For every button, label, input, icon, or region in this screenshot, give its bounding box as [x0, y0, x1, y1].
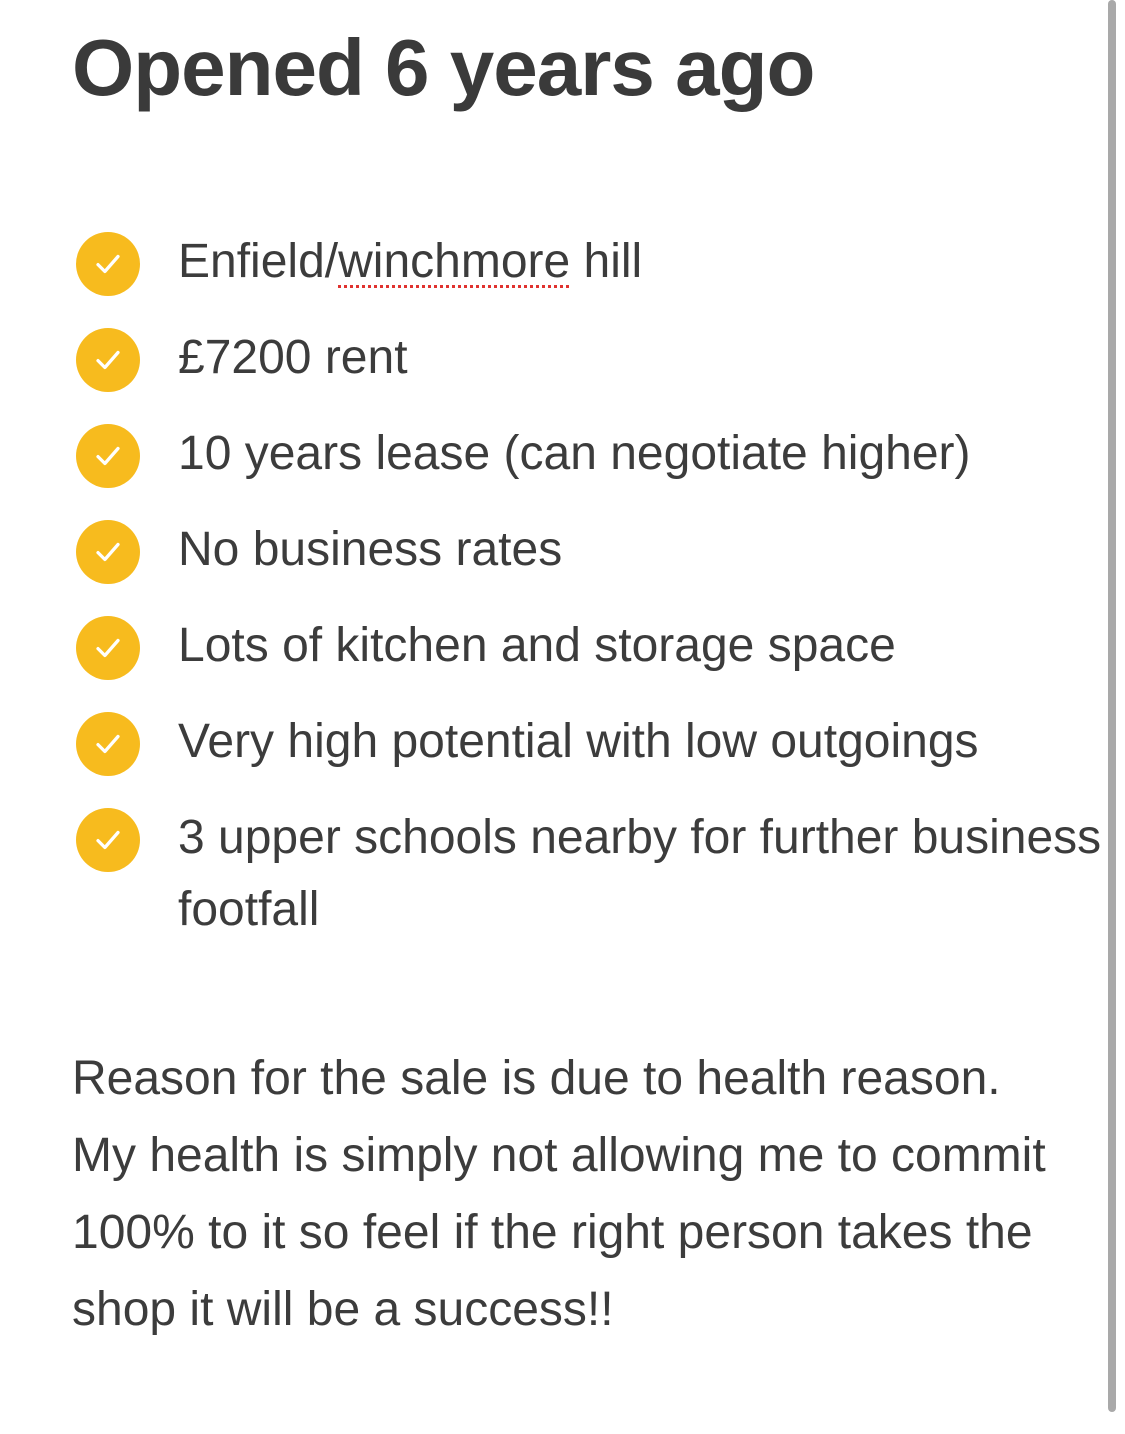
feature-item	[0, 802, 1105, 946]
feature-text: No business rates	[178, 523, 563, 576]
feature-text: 3 upper schools nearby for further business footfall	[178, 811, 1102, 936]
check-circle-icon	[76, 520, 140, 584]
vertical-scrollbar[interactable]	[1108, 0, 1116, 1412]
feature-item	[0, 706, 1105, 778]
feature-item	[0, 418, 1105, 490]
spellcheck-flagged-word[interactable]: winchmore	[338, 235, 571, 288]
feature-text: Very high potential with low outgoings	[178, 715, 979, 768]
feature-item	[0, 610, 1105, 682]
feature-text: £7200 rent	[178, 331, 408, 384]
check-circle-icon	[76, 232, 140, 296]
sale-reason-text: Reason for the sale is due to health reason. My health is simply not allowing me to commit 100% to it so feel if the right person takes the shop it will be a success!!	[72, 1052, 1046, 1336]
feature-text: Lots of kitchen and storage space	[178, 619, 896, 672]
feature-item	[0, 322, 1105, 394]
check-circle-icon	[76, 712, 140, 776]
feature-text: Enfield/winchmore hill	[178, 235, 643, 288]
check-circle-icon	[76, 328, 140, 392]
listing-heading: Opened 6 years ago	[72, 23, 815, 112]
feature-item	[0, 514, 1105, 586]
check-circle-icon	[76, 808, 140, 872]
feature-list	[0, 226, 1105, 970]
check-circle-icon	[76, 616, 140, 680]
feature-text: 10 years lease (can negotiate higher)	[178, 427, 971, 480]
feature-item	[0, 226, 1105, 298]
check-circle-icon	[76, 424, 140, 488]
